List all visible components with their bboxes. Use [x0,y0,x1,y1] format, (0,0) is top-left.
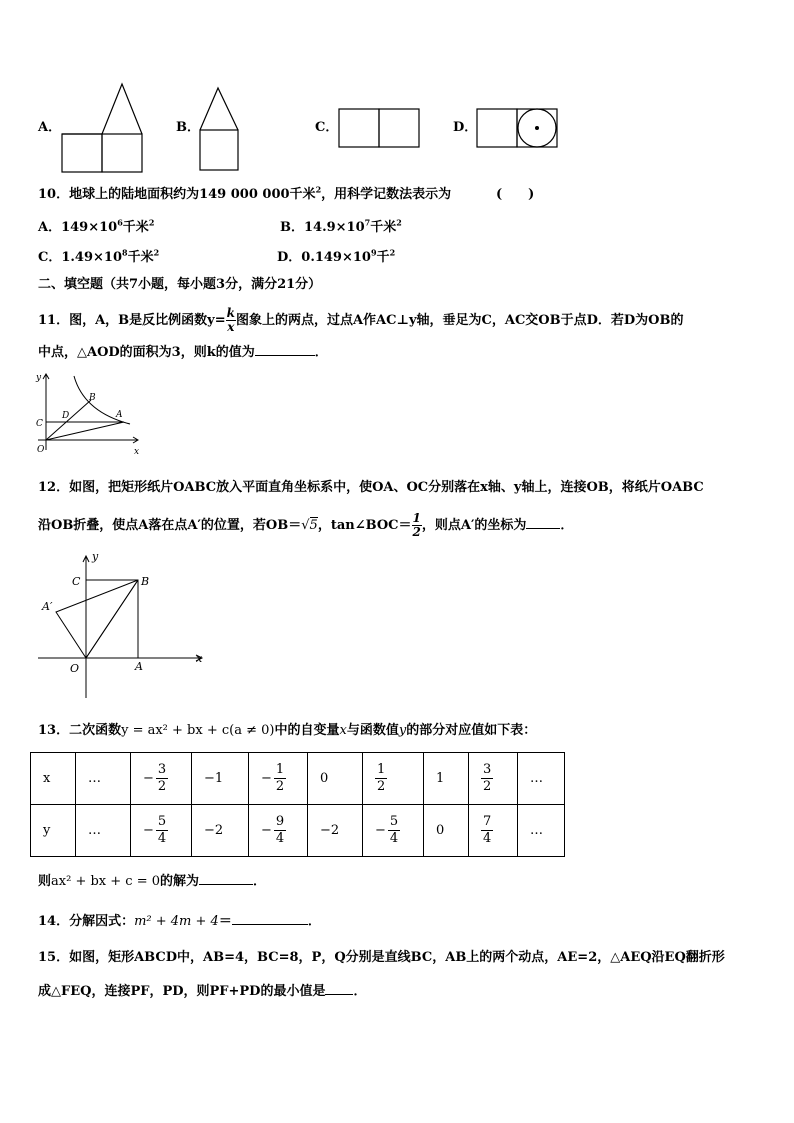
q9-option-c-label: C． [315,120,339,135]
q14-expression: m² + 4m + 4 [134,914,219,929]
table-row-y [31,805,565,857]
table-cell: −1 [192,753,249,805]
q12-fig-label-a: A [135,660,143,673]
q10-stem: 10．地球上的陆地面积约为149 000 000千米$^2$，用科学记数法表示为 [38,184,452,202]
q13-answer-blank[interactable] [199,872,253,885]
q12-sqrt: √5 [301,518,318,533]
q12-fig-label-b: B [141,575,150,588]
table-cell: −2 [308,805,363,857]
q10-option-b: B．$14.9\times 10^7$千米$^2$ [280,217,402,235]
table-cell: … [76,805,131,857]
section-2-heading: 二、填空题（共7小题，每小题3分，满分21分） [38,277,322,292]
table-cell: 0 [424,805,469,857]
table-cell: $\frac{1}{2}$ [363,753,424,805]
table-cell: − $\frac{5}{4}$ [363,805,424,857]
q10-option-a: A．$149\times 10^6$千米$^2$ [38,217,155,235]
q12-figure [36,550,208,700]
q9-option-b-label: B． [176,120,200,135]
table-cell: −2 [192,805,249,857]
q13-answer-formula: ax² + bx + c = 0 [51,874,160,889]
q13-stem: 13．二次函数y = ax² + bx + c(a ≠ 0)中的自变量x与函数值y的部分对应值如下表： [38,723,537,738]
table-cell: … [76,753,131,805]
table-cell: … [518,753,565,805]
q9-option-d-figure [476,108,560,150]
q11-fig-label-d: D [62,411,70,421]
q11-fig-label-o: O [37,445,45,455]
q11-fraction: $\frac{k}{x}$ [226,306,235,334]
q11-line2: 中点，△AOD的面积为3，则k的值为 ． [38,345,328,360]
q11-line1: 11．图，A，B是反比例函数y= $\frac{k}{x}$ 图象上的两点，过点A作AC⊥y轴，垂足为C，AC交OB于点D．若D为OB的 [38,306,684,334]
q12-fig-label-a-prime: A′ [42,600,53,613]
q9-option-b-figure [198,86,242,172]
q12-line2: 沿OB折叠，使点A落在点A′的位置，若OB＝√5，tan∠BOC＝ $\frac{1}{2}$ ，则点A′的坐标为 ． [38,511,574,539]
q11-fig-label-y: y [36,373,42,383]
q10-option-d: D．$0.149\times 10^9$千$^2$ [277,247,396,265]
table-cell: 0 [308,753,363,805]
q10-answer-paren: ( ) [496,187,535,202]
table-cell: y [31,805,76,857]
q13-formula: y = ax² + bx + c(a ≠ 0) [121,723,275,738]
q11-fig-label-x: x [134,447,140,457]
q11-answer-blank[interactable] [255,343,315,356]
q14-line: 14．分解因式：m² + 4m + 4＝ ． [38,914,321,929]
table-cell: $\frac{7}{4}$ [469,805,518,857]
q11-fig-label-a: A [116,410,123,420]
q11-fig-label-b: B [89,393,96,403]
q15-line2: 成△FEQ，连接PF，PD，则PF+PD的最小值是 ． [38,984,367,999]
table-cell: x [31,753,76,805]
q12-fig-label-y: y [92,550,99,563]
q12-line1: 12．如图，把矩形纸片OABC放入平面直角坐标系中，使OA、OC分别落在x轴、y轴上，连接OB，将纸片OABC [38,480,704,495]
q12-fraction: $\frac{1}{2}$ [412,511,421,539]
q9-option-a-label: A． [38,120,62,135]
q14-answer-blank[interactable] [232,912,308,925]
q11-fig-label-c: C [36,419,43,429]
q12-fig-label-c: C [72,575,81,588]
table-cell: 1 [424,753,469,805]
table-cell: − $\frac{9}{4}$ [249,805,308,857]
q9-option-d-label: D． [453,120,478,135]
q15-answer-blank[interactable] [325,982,353,995]
table-cell: − $\frac{1}{2}$ [249,753,308,805]
table-cell: − $\frac{3}{2}$ [131,753,192,805]
table-cell: − $\frac{5}{4}$ [131,805,192,857]
q12-answer-blank[interactable] [526,516,560,529]
q9-option-a-figure [60,82,146,174]
table-row-x [31,753,565,805]
q12-fig-label-x: x [196,652,203,665]
table-cell: … [518,805,565,857]
q12-fig-label-o: O [70,662,80,675]
q10-option-c: C．$1.49\times 10^8$千米$^2$ [38,247,160,265]
q11-figure [34,370,144,460]
q13-answer-line: 则ax² + bx + c = 0的解为 ． [38,874,267,889]
table-cell: $\frac{3}{2}$ [469,753,518,805]
q9-option-c-figure [338,108,422,150]
q13-value-table [30,752,565,857]
q15-line1: 15．如图，矩形ABCD中，AB=4，BC=8，P，Q分别是直线BC，AB上的两个动点，AE=2，△AEQ沿EQ翻折形 [38,950,725,965]
